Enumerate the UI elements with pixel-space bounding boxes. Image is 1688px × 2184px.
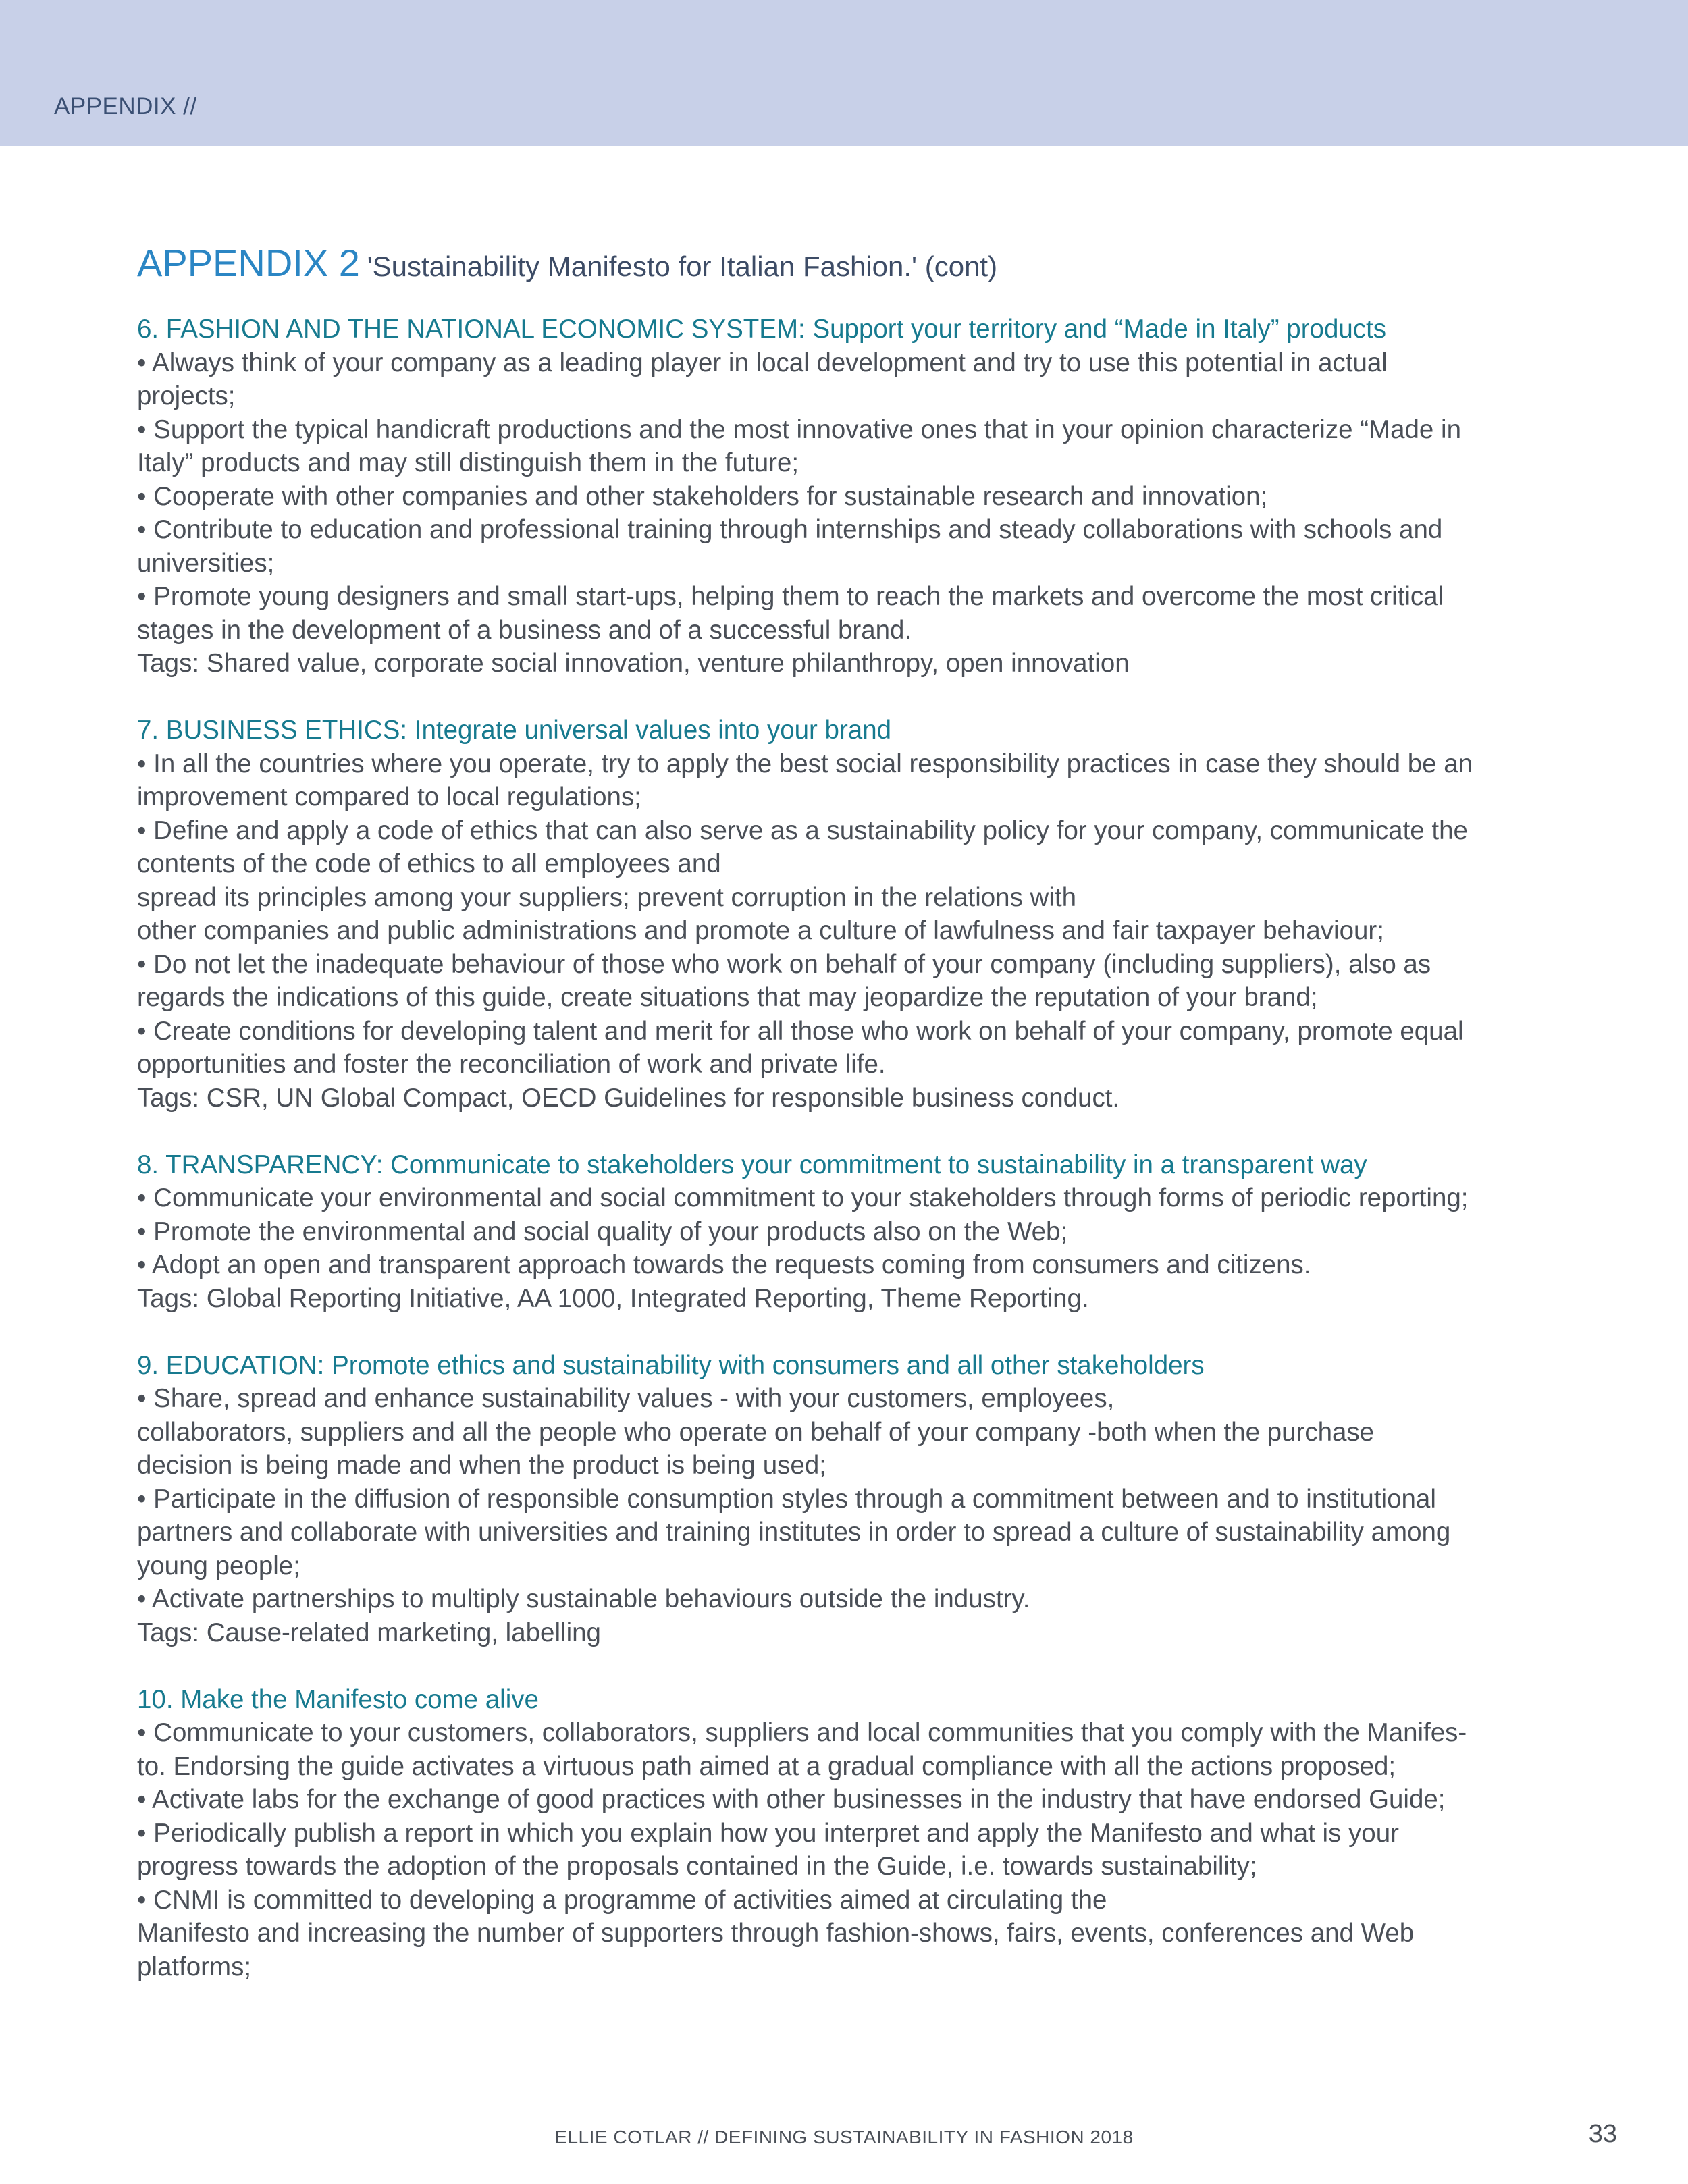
text-line: • Cooperate with other companies and other stakeholders for sustainable research and innovation; (137, 481, 1268, 511)
page-number: 33 (1588, 2120, 1617, 2148)
text-line: • Adopt an open and transparent approach towards the requests coming from consumers and citizens. (137, 1250, 1311, 1279)
text-line: projects; (137, 381, 236, 410)
section-heading: 10. Make the Manifesto come alive (137, 1684, 539, 1714)
text-line: decision is being made and when the product is being used; (137, 1451, 826, 1480)
text-line: • Define and apply a code of ethics that can also serve as a sustainability policy for your company, communicate the (137, 816, 1468, 845)
text-line: stages in the development of a business and of a successful brand. (137, 615, 912, 645)
section-heading: 7. BUSINESS ETHICS: Integrate universal values into your brand (137, 716, 892, 745)
page-content (137, 236, 1595, 2017)
text-line: opportunities and foster the reconciliation of work and private life. (137, 1050, 886, 1079)
section-heading: 8. TRANSPARENCY: Communicate to stakeholders your commitment to sustainability in a transparent way (137, 1150, 1367, 1179)
section-tags: Tags: Shared value, corporate social innovation, venture philanthropy, open innovation (137, 649, 1130, 678)
footer-credit: ELLIE COTLAR // DEFINING SUSTAINABILITY IN FASHION 2018 (554, 2127, 1134, 2148)
text-line: regards the indications of this guide, create situations that may jeopardize the reputation of your brand; (137, 983, 1318, 1012)
text-line: Italy” products and may still distinguish them in the future; (137, 448, 799, 477)
text-line: • Promote the environmental and social quality of your products also on the Web; (137, 1217, 1068, 1246)
section-heading: 9. EDUCATION: Promote ethics and sustainability with consumers and all other stakeholders (137, 1350, 1205, 1380)
text-line: • Activate labs for the exchange of good practices with other businesses in the industry that have endorsed Guide; (137, 1785, 1446, 1814)
section-tags: Tags: Cause-related marketing, labelling (137, 1618, 601, 1647)
text-line: improvement compared to local regulations; (137, 782, 641, 811)
section-7 (137, 714, 1595, 1115)
text-line: contents of the code of ethics to all employees and (137, 849, 721, 878)
section-10 (137, 1683, 1595, 1984)
text-line: • Communicate your environmental and social commitment to your stakeholders through forms of periodic reporting; (137, 1183, 1469, 1213)
text-line: • Communicate to your customers, collaborators, suppliers and local communities that you comply with the Manifes- (137, 1718, 1467, 1747)
text-line: • Share, spread and enhance sustainability values - with your customers, employees, (137, 1384, 1115, 1413)
text-line: young people; (137, 1551, 300, 1580)
section-8 (137, 1148, 1595, 1316)
text-line: Manifesto and increasing the number of supporters through fashion-shows, fairs, events, conferences and Web (137, 1919, 1415, 1948)
section-9 (137, 1349, 1595, 1650)
appendix-title-subtitle: 'Sustainability Manifesto for Italian Fashion.' (cont) (367, 250, 998, 282)
text-line: partners and collaborate with universities and training institutes in order to spread a culture of sustainability among (137, 1518, 1451, 1547)
section-6 (137, 313, 1595, 681)
text-line: other companies and public administrations and promote a culture of lawfulness and fair taxpayer behaviour; (137, 916, 1384, 945)
section-tags: Tags: CSR, UN Global Compact, OECD Guidelines for responsible business conduct. (137, 1083, 1120, 1113)
text-line: • Periodically publish a report in which you explain how you interpret and apply the Manifesto and what is your (137, 1818, 1399, 1848)
section-heading: 6. FASHION AND THE NATIONAL ECONOMIC SYSTEM: Support your territory and “Made in Italy” products (137, 315, 1386, 344)
text-line: • In all the countries where you operate, try to apply the best social responsibility practices in case they should be an (137, 749, 1473, 778)
text-line: progress towards the adoption of the proposals contained in the Guide, i.e. towards sustainability; (137, 1852, 1257, 1881)
text-line: • Contribute to education and professional training through internships and steady collaborations with schools and (137, 515, 1443, 544)
header-band (0, 0, 1688, 146)
running-head: APPENDIX // (54, 93, 197, 119)
text-line: spread its principles among your suppliers; prevent corruption in the relations with (137, 882, 1076, 912)
text-line: collaborators, suppliers and all the people who operate on behalf of your company -both when the purchase (137, 1417, 1375, 1447)
text-line: • Participate in the diffusion of responsible consumption styles through a commitment between and to institutional (137, 1484, 1436, 1514)
appendix-title (137, 236, 1595, 295)
text-line: • CNMI is committed to developing a programme of activities aimed at circulating the (137, 1885, 1107, 1915)
text-line: universities; (137, 548, 275, 578)
text-line: • Always think of your company as a leading player in local development and try to use this potential in actual (137, 348, 1388, 377)
text-line: • Activate partnerships to multiply sustainable behaviours outside the industry. (137, 1584, 1030, 1614)
text-line: • Support the typical handicraft productions and the most innovative ones that in your opinion characterize “Made in (137, 415, 1461, 444)
text-line: • Promote young designers and small start-ups, helping them to reach the markets and overcome the most critical (137, 582, 1444, 611)
section-tags: Tags: Global Reporting Initiative, AA 1000, Integrated Reporting, Theme Reporting. (137, 1283, 1089, 1313)
text-line: • Create conditions for developing talent and merit for all those who work on behalf of your company, promote equal (137, 1016, 1464, 1046)
text-line: • Do not let the inadequate behaviour of those who work on behalf of your company (including suppliers), also as (137, 949, 1431, 979)
text-line: platforms; (137, 1952, 252, 1981)
appendix-title-main: APPENDIX 2 (137, 242, 360, 284)
text-line: to. Endorsing the guide activates a virtuous path aimed at a gradual compliance with all the actions proposed; (137, 1751, 1396, 1781)
